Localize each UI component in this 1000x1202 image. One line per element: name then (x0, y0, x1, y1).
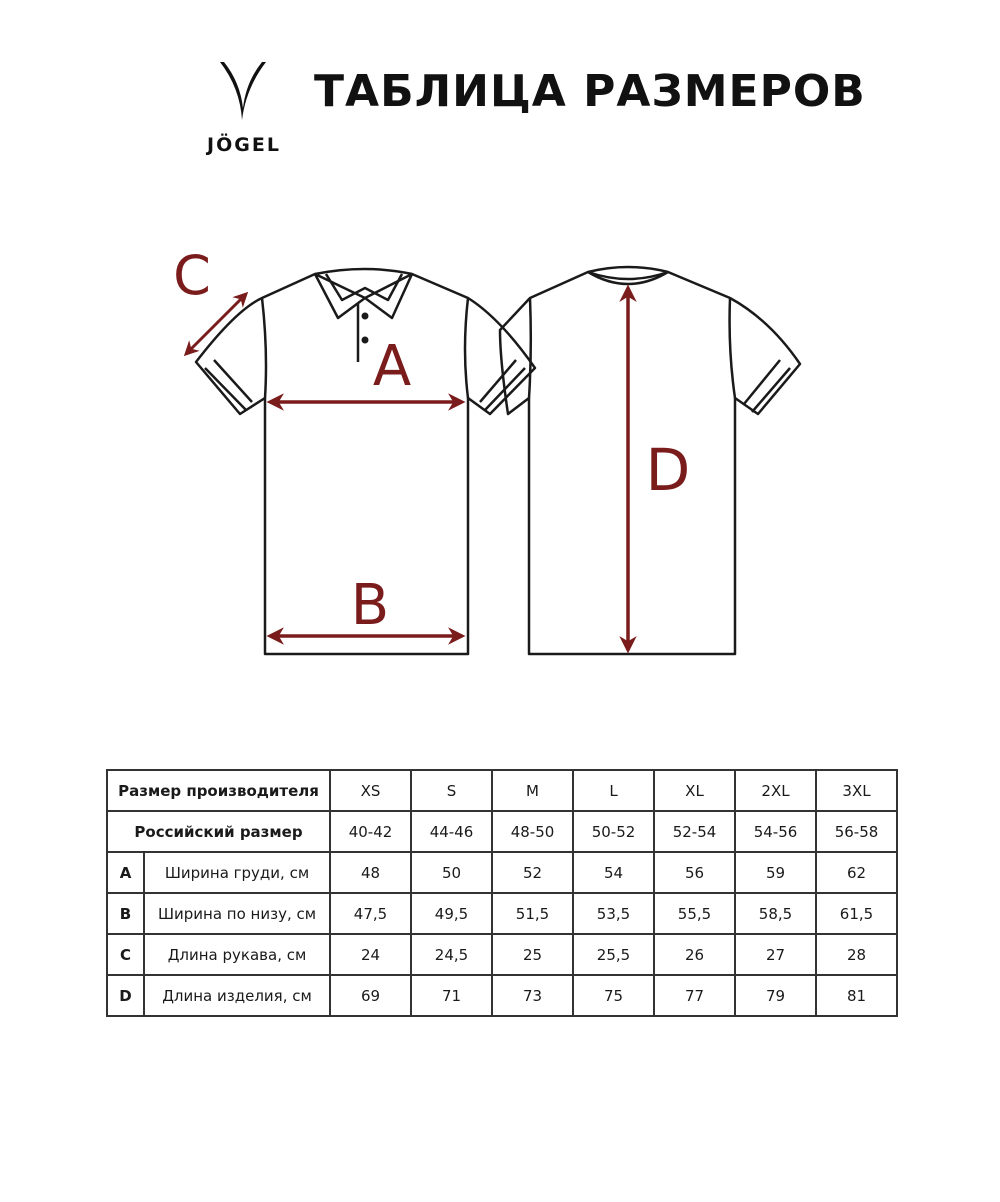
value-cell: 24,5 (411, 934, 492, 975)
value-cell: 51,5 (492, 893, 573, 934)
value-cell: 69 (330, 975, 411, 1016)
value-cell: 75 (573, 975, 654, 1016)
value-cell: 61,5 (816, 893, 897, 934)
row-label: Ширина груди, см (144, 852, 330, 893)
value-cell: 26 (654, 934, 735, 975)
russian-size-cell: 50-52 (573, 811, 654, 852)
header-manufacturer-size: Размер производителя (107, 770, 330, 811)
table-row-garment-length (107, 975, 897, 1016)
row-letter: A (107, 852, 144, 893)
label-d: D (645, 436, 691, 504)
value-cell: 62 (816, 852, 897, 893)
logo-mark-icon (216, 60, 272, 122)
size-cell: 3XL (816, 770, 897, 811)
button-top (362, 313, 369, 320)
russian-size-cell: 54-56 (735, 811, 816, 852)
table-row-russian-size (107, 811, 897, 852)
garment-diagram (0, 230, 1000, 680)
button-bottom (362, 337, 369, 344)
value-cell: 24 (330, 934, 411, 975)
value-cell: 55,5 (654, 893, 735, 934)
value-cell: 52 (492, 852, 573, 893)
value-cell: 79 (735, 975, 816, 1016)
table-row-hem-width (107, 893, 897, 934)
size-cell: 2XL (735, 770, 816, 811)
row-letter: C (107, 934, 144, 975)
size-cell: XL (654, 770, 735, 811)
value-cell: 73 (492, 975, 573, 1016)
label-a: A (372, 334, 412, 399)
label-b: B (350, 573, 390, 638)
brand-logo (192, 60, 296, 160)
size-table (106, 769, 898, 1017)
value-cell: 49,5 (411, 893, 492, 934)
value-cell: 28 (816, 934, 897, 975)
value-cell: 77 (654, 975, 735, 1016)
value-cell: 54 (573, 852, 654, 893)
table-row-manufacturer-size (107, 770, 897, 811)
row-label: Длина изделия, см (144, 975, 330, 1016)
value-cell: 81 (816, 975, 897, 1016)
value-cell: 25,5 (573, 934, 654, 975)
table-row-chest-width (107, 852, 897, 893)
row-label: Длина рукава, см (144, 934, 330, 975)
russian-size-cell: 40-42 (330, 811, 411, 852)
russian-size-cell: 48-50 (492, 811, 573, 852)
table-row-sleeve-length (107, 934, 897, 975)
brand-name: JÖGEL (207, 134, 281, 156)
size-cell: S (411, 770, 492, 811)
row-letter: D (107, 975, 144, 1016)
value-cell: 25 (492, 934, 573, 975)
value-cell: 56 (654, 852, 735, 893)
value-cell: 50 (411, 852, 492, 893)
russian-size-cell: 52-54 (654, 811, 735, 852)
value-cell: 71 (411, 975, 492, 1016)
value-cell: 58,5 (735, 893, 816, 934)
size-cell: L (573, 770, 654, 811)
value-cell: 48 (330, 852, 411, 893)
value-cell: 59 (735, 852, 816, 893)
value-cell: 47,5 (330, 893, 411, 934)
value-cell: 53,5 (573, 893, 654, 934)
header-russian-size: Российский размер (107, 811, 330, 852)
size-cell: M (492, 770, 573, 811)
label-c: C (173, 244, 211, 307)
russian-size-cell: 56-58 (816, 811, 897, 852)
page-title: ТАБЛИЦА РАЗМЕРОВ (314, 66, 866, 117)
russian-size-cell: 44-46 (411, 811, 492, 852)
row-label: Ширина по низу, см (144, 893, 330, 934)
value-cell: 27 (735, 934, 816, 975)
size-cell: XS (330, 770, 411, 811)
row-letter: B (107, 893, 144, 934)
